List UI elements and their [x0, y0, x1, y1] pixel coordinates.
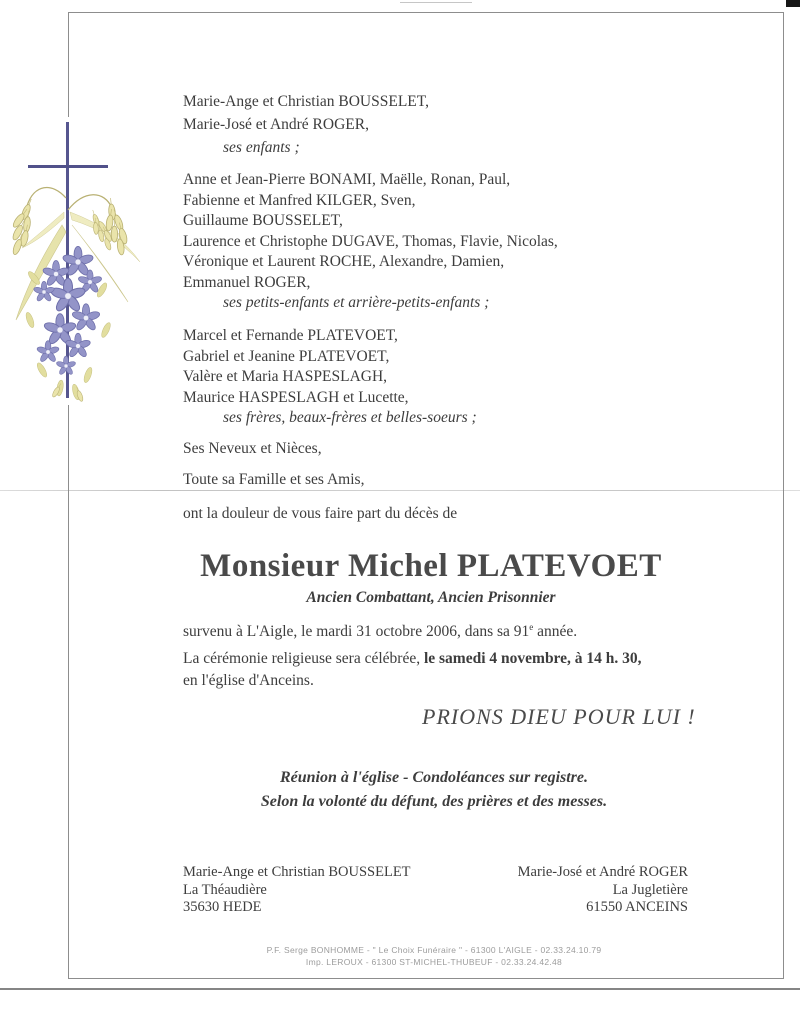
imprint-line: Imp. LEROUX - 61300 ST-MICHEL-THUBEUF - 02.33.24.42.48	[305, 957, 563, 967]
address-place: La Théaudière	[183, 881, 267, 898]
nieces-line: Ses Neveux et Nièces,	[183, 440, 322, 457]
intro-line: ont la douleur de vous faire part du décès de	[183, 505, 458, 522]
address-city: 35630 HEDE	[183, 899, 262, 915]
ceremony-details	[183, 648, 642, 692]
text-line: Emmanuel ROGER,	[183, 273, 311, 291]
text-line: Marcel et Fernande PLATEVOET,	[183, 327, 398, 344]
deceased-name: Monsieur Michel PLATEVOET	[200, 548, 662, 584]
death-text-end: année.	[533, 623, 578, 641]
address-place: La Jugletière	[612, 881, 688, 898]
ceremony-text: La cérémonie religieuse sera célébrée,	[183, 650, 424, 667]
death-text: survenu à L'Aigle, le mardi 31 octobre 2006, dans sa 91	[183, 623, 530, 641]
text-line: Fabienne et Manfred KILGER, Sven,	[183, 191, 416, 209]
text-line: Laurence et Christophe DUGAVE, Thomas, Flavie, Nicolas,	[183, 232, 558, 250]
ordinal-superscript: e	[529, 622, 534, 632]
address-city: 61550 ANCEINS	[586, 899, 688, 915]
scan-artifact-corner-mark	[786, 0, 800, 7]
imprint-line: P.F. Serge BONHOMME - " Le Choix Funéraire " - 61300 L'AIGLE - 02.33.24.10.79	[266, 945, 602, 955]
text-line: Véronique et Laurent ROCHE, Alexandre, Damien,	[183, 253, 505, 270]
text-line: Anne et Jean-Pierre BONAMI, Maëlle, Ronan, Paul,	[183, 171, 511, 188]
address-right	[518, 864, 688, 917]
text-line: Gabriel et Jeanine PLATEVOET,	[183, 347, 390, 365]
note-line: Réunion à l'église - Condoléances sur registre.	[279, 769, 589, 786]
address-name: Marie-Ange et Christian BOUSSELET	[183, 864, 411, 880]
death-details-line	[183, 622, 577, 641]
text-line: Maurice HASPESLAGH et Lucette,	[183, 388, 409, 406]
ceremony-datetime: le samedi 4 novembre, à 14 h. 30,	[423, 650, 642, 667]
grandchildren-block	[183, 170, 558, 314]
text-line: Marie-José et André ROGER,	[183, 116, 369, 133]
note-line: Selon la volonté du défunt, des prières et des messes.	[260, 793, 608, 810]
scan-bottom-edge	[0, 988, 800, 990]
children-block	[183, 90, 429, 159]
siblings-block	[183, 326, 477, 429]
family-line: Toute sa Famille et ses Amis,	[183, 471, 365, 488]
address-name: Marie-José et André ROGER	[517, 864, 688, 880]
cross-icon-bar	[28, 165, 108, 168]
deceased-subtitle: Ancien Combattant, Ancien Prisonnier	[306, 589, 556, 606]
text-line: Valère et Maria HASPESLAGH,	[183, 368, 388, 385]
prayer-line: PRIONS DIEU POUR LUI !	[422, 704, 696, 729]
ceremony-church: en l'église d'Anceins.	[183, 672, 314, 689]
text-line: Guillaume BOUSSELET,	[183, 212, 343, 229]
address-left	[183, 864, 411, 917]
printer-imprint	[69, 944, 799, 968]
relation-siblings: ses frères, beaux-frères et belles-soeurs ;	[223, 409, 477, 426]
relation-children: ses enfants ;	[223, 139, 300, 156]
notes-block	[69, 766, 799, 814]
text-line: Marie-Ange et Christian BOUSSELET,	[183, 93, 429, 110]
flower-illustration	[0, 170, 155, 410]
scan-artifact-top-line	[400, 2, 472, 3]
relation-grandchildren: ses petits-enfants et arrière-petits-enfants ;	[223, 294, 490, 311]
